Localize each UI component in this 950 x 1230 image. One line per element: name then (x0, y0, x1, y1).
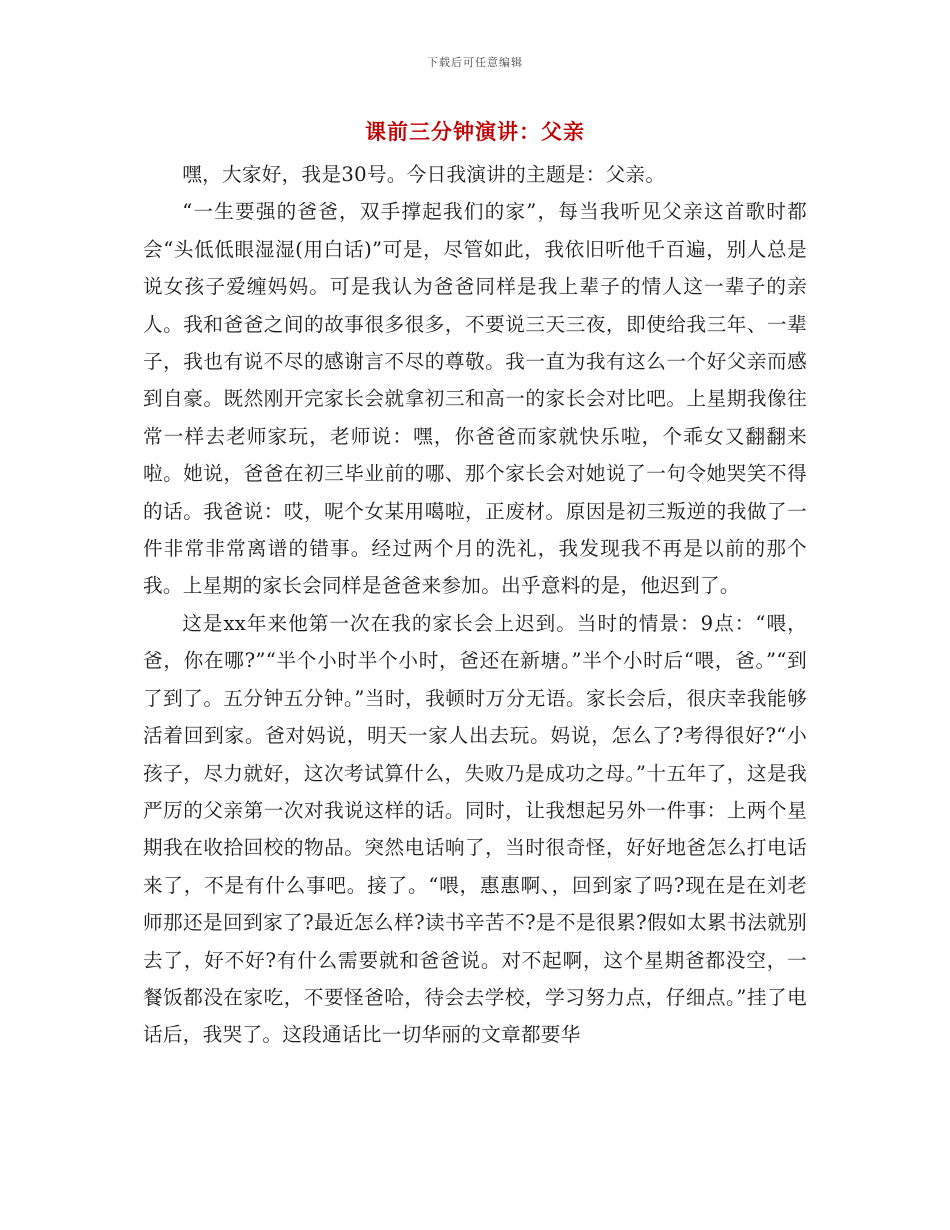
document-body (143, 156, 807, 1054)
paragraph-late: 这是xx年来他第一次在我的家长会上迟到。当时的情景：9点：“喂，爸，你在哪?”“半个小时半个小时，爸还在新塘。”半个小时后“喂，爸。”“到了到了。五分钟五分钟。”当时，我顿时万分无语。家长会后，很庆幸我能够活着回到家。爸对妈说，明天一家人出去玩。妈说，怎么了?考得很好?“小孩子，尽力就好，这次考试算什么，失败乃是成功之母。”十五年了，这是我严厉的父亲第一次对我说这样的话。同时，让我想起另外一件事：上两个星期我在收拾回校的物品。突然电话响了，当时很奇怪，好好地爸怎么打电话来了，不是有什么事吧。接了。“喂，惠惠啊、，回到家了吗?现在是在刘老师那还是回到家了?最近怎么样?读书辛苦不?是不是很累?假如太累书法就别去了，好不好?有什么需要就和爸爸说。对不起啊，这个星期爸都没空，一餐饭都没在家吃，不要怪爸哈，待会去学校，学习努力点，仔细点。”挂了电话后，我哭了。这段通话比一切华丽的文章都要华 (143, 611, 807, 1047)
page-header-note: 下载后可任意编辑 (427, 56, 523, 69)
document-title: 课前三分钟演讲：父亲 (365, 119, 585, 144)
paragraph-intro: 嘿，大家好，我是30号。今日我演讲的主题是：父亲。 (182, 163, 666, 186)
paragraph-song: “一生要强的爸爸，双手撑起我们的家”，每当我听见父亲这首歌时都会“头低低眼湿湿(用白话)”可是，尽管如此，我依旧听他千百遍，别人总是说女孩子爱缠妈妈。可是我认为爸爸同样是我上辈子的情人这一辈子的亲人。我和爸爸之间的故事很多很多，不要说三天三夜，即使给我三年、一辈子，我也有说不尽的感谢言不尽的尊敬。我一直为我有这么一个好父亲而感到自豪。既然刚开完家长会就拿初三和高一的家长会对比吧。上星期我像往常一样去老师家玩，老师说：嘿，你爸爸而家就快乐啦，个乖女又翻翻来啦。她说，爸爸在初三毕业前的哪、那个家长会对她说了一句令她哭笑不得的话。我爸说：哎，呢个女某用噶啦，正废材。原因是初三叛逆的我做了一件非常非常离谱的错事。经过两个月的洗礼，我发现我不再是以前的那个我。上星期的家长会同样是爸爸来参加。出乎意料的是，他迟到了。 (143, 200, 807, 598)
